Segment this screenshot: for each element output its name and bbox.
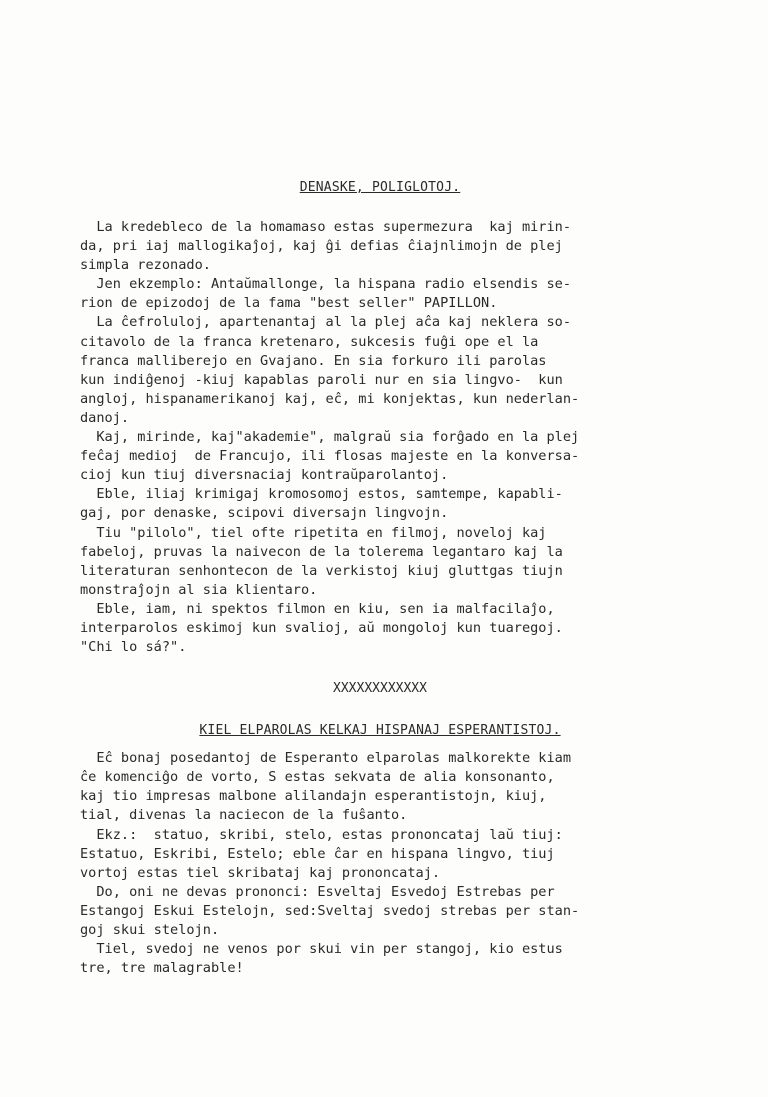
text-line: simpla rezonado. [80,257,211,274]
text-line: Do, oni ne devas prononci: Esveltaj Esvedoj Estrebas per [80,883,555,900]
text-line: cioj kun tiuj diversnaciaj kontraŭparolantoj. [80,467,449,484]
text-line: da, pri iaj mallogikaĵoj, kaj ĝi defias ĉiajnlimojn de plej [80,238,563,255]
section-separator: XXXXXXXXXXXX [333,681,427,697]
text-line: tre, tre malagrable! [80,960,244,977]
text-line: Estatuo, Eskribi, Estelo; eble ĉar en hispana lingvo, tiuj [80,845,555,862]
text-line: goj skui stelojn. [80,922,220,938]
text-line: Eble, iam, ni spektos filmon en kiu, sen ia malfacilaĵo, [80,600,555,617]
text-line: franca malliberejo en Gvajano. En sia forkuro ili parolas [80,352,547,369]
text-line: La kredebleco de la homamaso estas supermezura kaj mirin- [80,219,572,235]
spacer [80,699,680,721]
article-body-denaske [80,218,680,657]
text-line: ĉe komenciĝo de vorto, S estas sekvata de alia konsonanto, [80,769,555,786]
text-line: kaj tio impresas malbone alilandajn esperantistojn, kiuj, [80,788,547,805]
text-line: tial, divenas la naciecon de la fuŝanto. [80,807,408,824]
text-line: danoj. [80,409,130,426]
text-line: Estangoj Eskui Estelojn, sed:Sveltaj svedoj strebas per stan- [80,902,580,919]
text-line: Kaj, mirinde, kaj"akademie", malgraŭ sia forĝado en la plej [80,429,580,446]
text-line: Eĉ bonaj posedantoj de Esperanto elparolas malkorekte kiam [80,750,572,767]
text-line: Jen ekzemplo: Antaŭmallonge, la hispana radio elsendis se- [80,276,572,293]
article-title-denaske: DENASKE, POLIGLOTOJ. [299,180,461,195]
text-line: citavolo de la franca kretenaro, sukcesis fuĝi ope el la [80,333,539,350]
text-line: literaturan senhontecon de la verkistoj kiuj gluttgas tiujn [80,562,563,579]
text-line: Eble, iliaj krimigaj kromosomoj estos, samtempe, kapabli- [80,486,563,503]
text-line: feĉaj medioj de Francujo, ili flosas majeste en la konversa- [80,448,580,465]
spacer [80,657,680,679]
spacer [80,741,680,749]
text-line: gaj, por denaske, scipovi diversajn lingvojn. [80,505,449,522]
article-title-kiel-elparolas: KIEL ELPAROLAS KELKAJ HISPANAJ ESPERANTISTOJ. [199,723,561,739]
text-line: "Chi lo sá?". [80,639,187,656]
text-line: Tiu "pilolo", tiel ofte ripetita en filmoj, noveloj kaj [80,524,547,541]
text-line: angloj, hispanamerikanoj kaj, eĉ, mi konjektas, kun nederlan- [80,390,580,407]
text-line: vortoj estas tiel skribataj kaj prononcataj. [80,864,441,881]
text-line: rion de epizodoj de la fama "best seller" PAPILLON. [80,295,498,312]
text-line: La ĉefroluloj, apartenantaj al la plej aĉa kaj neklera so- [80,314,572,331]
spacer [80,198,680,218]
text-line: monstraĵojn al sia klientaro. [80,581,318,598]
text-line: Ekz.: statuo, skribi, stelo, estas prononcataj laŭ tiuj: [80,826,563,843]
text-line: kun indiĝenoj -kiuj kapablas paroli nur en sia lingvo- kun [80,371,563,388]
text-line: Tiel, svedoj ne venos por skui vin per stangoj, kio estus [80,941,563,958]
text-line: interparolos eskimoj kun svalioj, aŭ mongoloj kun tuaregoj. [80,619,563,636]
document-body [80,178,680,978]
text-line: fabeloj, pruvas la naivecon de la tolerema legantaro kaj la [80,543,563,560]
article-body-kiel-elparolas [80,749,680,978]
